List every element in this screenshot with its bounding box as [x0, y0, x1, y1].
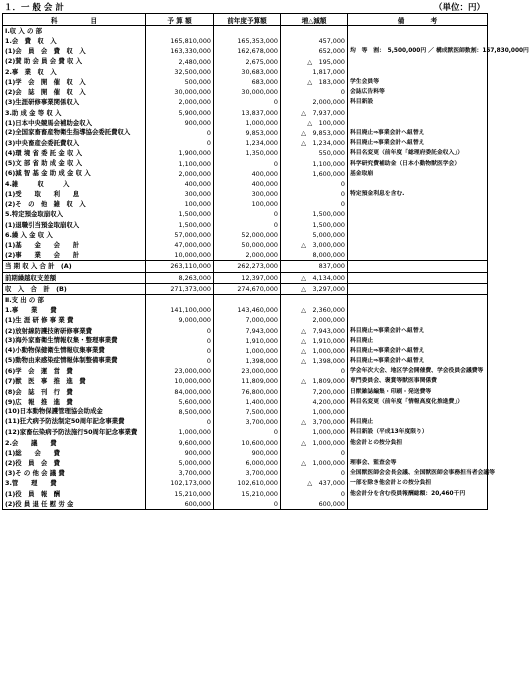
note-cell: 均 等 割： 5,500,000円 ／ 構成獣医師数割：157,830,000円 [348, 46, 488, 56]
budget-cell: 1,500,000 [146, 209, 214, 219]
table-row [3, 189, 488, 199]
diff-cell: △ 195,000 [281, 57, 348, 67]
table-row [3, 128, 488, 138]
previous-cell: 0 [214, 427, 281, 437]
previous-cell: 274,670,000 [214, 283, 281, 294]
budget-cell: 0 [146, 336, 214, 346]
diff-cell: 652,000 [281, 46, 348, 56]
note-cell: 基金取崩 [348, 169, 488, 179]
previous-cell: 400,000 [214, 179, 281, 189]
table-row [3, 387, 488, 397]
note-cell [348, 499, 488, 510]
table-row [3, 448, 488, 458]
budget-cell: 9,000,000 [146, 315, 214, 325]
note-cell [348, 179, 488, 189]
note-cell [348, 108, 488, 118]
budget-cell [146, 294, 214, 305]
previous-cell: 12,397,000 [214, 272, 281, 283]
item-cell: (2)会 誌 開 催 収 入 [3, 87, 146, 97]
unit-label: （単位：円） [433, 3, 485, 13]
diff-cell: △ 1,809,000 [281, 376, 348, 386]
table-row [3, 67, 488, 77]
budget-cell: 57,000,000 [146, 230, 214, 240]
budget-cell: 141,100,000 [146, 305, 214, 315]
diff-cell: 1,000,000 [281, 407, 348, 417]
table-row [3, 366, 488, 376]
table-row [3, 250, 488, 261]
budget-cell: 0 [146, 356, 214, 366]
previous-cell: 13,837,000 [214, 108, 281, 118]
previous-cell: 2,000,000 [214, 250, 281, 261]
table-row [3, 283, 488, 294]
budget-cell: 5,900,000 [146, 108, 214, 118]
diff-cell [281, 294, 348, 305]
previous-cell: 9,853,000 [214, 128, 281, 138]
diff-cell: △ 183,000 [281, 77, 348, 87]
budget-cell: 15,210,000 [146, 488, 214, 498]
previous-cell: 143,460,000 [214, 305, 281, 315]
table-row [3, 499, 488, 510]
diff-cell: 1,100,000 [281, 158, 348, 168]
previous-cell: 0 [214, 209, 281, 219]
diff-cell: 5,000,000 [281, 230, 348, 240]
note-cell: 科目廃止⇒事業会計へ組替え [348, 325, 488, 335]
item-cell: 6.繰 入 金 収 入 [3, 230, 146, 240]
previous-cell: 52,000,000 [214, 230, 281, 240]
table-header-row [3, 14, 488, 26]
note-cell [348, 230, 488, 240]
item-cell: (9)広 報 推 進 費 [3, 397, 146, 407]
previous-cell: 900,000 [214, 448, 281, 458]
column-header-previous: 前年度予算額 [214, 14, 281, 26]
diff-cell: 0 [281, 87, 348, 97]
item-cell: (3)海外家畜衛生情報収集・整理事業費 [3, 336, 146, 346]
budget-cell: 0 [146, 128, 214, 138]
budget-cell: 10,000,000 [146, 376, 214, 386]
budget-cell: 900,000 [146, 118, 214, 128]
budget-cell: 0 [146, 417, 214, 427]
item-cell: 前期繰越収支差額 [3, 272, 146, 283]
item-cell: (2)放射線防護技術研修事業費 [3, 325, 146, 335]
note-cell [348, 315, 488, 325]
note-cell [348, 240, 488, 250]
budget-cell [146, 26, 214, 37]
previous-cell: 1,910,000 [214, 336, 281, 346]
budget-cell: 5,000,000 [146, 458, 214, 468]
item-cell: (2)賛 助 会 員 会 費 収 入 [3, 57, 146, 67]
table-row [3, 427, 488, 437]
item-cell: (1)退職引当預金取崩収入 [3, 220, 146, 230]
budget-cell: 23,000,000 [146, 366, 214, 376]
note-cell [348, 261, 488, 272]
table-row [3, 240, 488, 250]
budget-cell: 8,263,000 [146, 272, 214, 283]
note-cell: 他会計との按分負担 [348, 438, 488, 448]
note-cell [348, 67, 488, 77]
table-row [3, 220, 488, 230]
diff-cell: 550,000 [281, 148, 348, 158]
note-cell: 科目名変更（前年度「情報高度化推進費」） [348, 397, 488, 407]
diff-cell: 0 [281, 448, 348, 458]
table-row [3, 148, 488, 158]
previous-cell: 3,700,000 [214, 468, 281, 478]
item-cell: (11)狂犬病予防法制定50周年記念事業費 [3, 417, 146, 427]
table-row [3, 417, 488, 427]
note-cell: 全国獣医師会会長会議、全国獣医師会事務担当者会議等 [348, 468, 488, 478]
table-row [3, 488, 488, 498]
previous-cell: 50,000,000 [214, 240, 281, 250]
item-cell: 5.特定預金取崩収入 [3, 209, 146, 219]
column-header-note: 備 考 [348, 14, 488, 26]
table-row [3, 179, 488, 189]
diff-cell: △ 1,000,000 [281, 438, 348, 448]
budget-cell: 1,900,000 [146, 148, 214, 158]
table-row [3, 336, 488, 346]
budget-cell: 84,000,000 [146, 387, 214, 397]
item-cell: (5)文 部 省 助 成 金 収 入 [3, 158, 146, 168]
diff-cell: 0 [281, 199, 348, 209]
budget-cell: 9,600,000 [146, 438, 214, 448]
table-row [3, 36, 488, 46]
previous-cell [214, 294, 281, 305]
budget-cell: 3,700,000 [146, 468, 214, 478]
diff-cell: △ 4,134,000 [281, 272, 348, 283]
page-title: １．一 般 会 計 [4, 3, 64, 13]
budget-cell: 300,000 [146, 189, 214, 199]
previous-cell: 11,809,000 [214, 376, 281, 386]
note-cell: 一部を除き他会計との按分負担 [348, 478, 488, 488]
item-cell: (1)学 会 開 催 収 入 [3, 77, 146, 87]
item-cell: 当 期 収 入 合 計 (A) [3, 261, 146, 272]
column-header-item: 科 目 [3, 14, 146, 26]
table-row [3, 138, 488, 148]
diff-cell: 457,000 [281, 36, 348, 46]
table-row [3, 97, 488, 107]
note-cell: 理事会、監査会等 [348, 458, 488, 468]
item-cell: (4)環 境 省 委 託 金 収 入 [3, 148, 146, 158]
table-row [3, 468, 488, 478]
note-cell: 科目新設（平成13年度限り） [348, 427, 488, 437]
table-row [3, 87, 488, 97]
diff-cell: △ 9,853,000 [281, 128, 348, 138]
note-cell: 日獣雑誌編集・印刷・発送費等 [348, 387, 488, 397]
item-cell: (1)会 員 会 費 収 入 [3, 46, 146, 56]
diff-cell: 600,000 [281, 499, 348, 510]
diff-cell: △ 7,943,000 [281, 325, 348, 335]
item-cell: 1.会 費 収 入 [3, 36, 146, 46]
table-row [3, 57, 488, 67]
previous-cell: 1,398,000 [214, 356, 281, 366]
budget-cell: 47,000,000 [146, 240, 214, 250]
item-cell: (1)基 金 会 計 [3, 240, 146, 250]
table-body [3, 26, 529, 510]
table-row [3, 199, 488, 209]
diff-cell: 7,200,000 [281, 387, 348, 397]
note-cell: 科目新設 [348, 97, 488, 107]
budget-cell: 2,000,000 [146, 169, 214, 179]
item-cell: (2)役 員 退 任 慰 労 金 [3, 499, 146, 510]
previous-cell: 0 [214, 220, 281, 230]
item-cell: (1)日本中央競馬会補助金収入 [3, 118, 146, 128]
table-row [3, 230, 488, 240]
table-row [3, 294, 488, 305]
table-row [3, 169, 488, 179]
previous-cell: 76,800,000 [214, 387, 281, 397]
table-row [3, 261, 488, 272]
diff-cell: 2,000,000 [281, 97, 348, 107]
note-cell: 科目廃止 [348, 336, 488, 346]
diff-cell: 0 [281, 179, 348, 189]
previous-cell: 23,000,000 [214, 366, 281, 376]
previous-cell: 15,210,000 [214, 488, 281, 498]
note-cell [348, 118, 488, 128]
diff-cell: △ 1,398,000 [281, 356, 348, 366]
table-row [3, 458, 488, 468]
diff-cell: △ 437,000 [281, 478, 348, 488]
item-cell: (3)そ の 他 会 議 費 [3, 468, 146, 478]
table-row [3, 26, 488, 37]
diff-cell: 4,200,000 [281, 397, 348, 407]
table-row [3, 209, 488, 219]
item-cell: Ⅱ.支 出 の 部 [3, 294, 146, 305]
diff-cell: 0 [281, 189, 348, 199]
note-cell [348, 407, 488, 417]
budget-cell: 1,500,000 [146, 220, 214, 230]
budget-cell: 163,330,000 [146, 46, 214, 56]
budget-cell: 1,000,000 [146, 427, 214, 437]
table-row [3, 356, 488, 366]
diff-cell: △ 7,937,000 [281, 108, 348, 118]
item-cell: 2.会 議 費 [3, 438, 146, 448]
item-cell: (2)事 業 会 計 [3, 250, 146, 261]
note-cell: 専門委員会、褒賞等獣医事関係費 [348, 376, 488, 386]
budget-cell: 1,100,000 [146, 158, 214, 168]
item-cell: (6)減 智 基 金 助 成 金 収 入 [3, 169, 146, 179]
item-cell: (1)役 員 報 酬 [3, 488, 146, 498]
budget-cell: 5,600,000 [146, 397, 214, 407]
note-cell: 会誌広告料等 [348, 87, 488, 97]
budget-cell: 0 [146, 138, 214, 148]
note-cell [348, 220, 488, 230]
note-cell: 学会年次大会、地区学会開催費、学会役員会議費等 [348, 366, 488, 376]
table-row [3, 305, 488, 315]
table-row [3, 315, 488, 325]
note-cell [348, 36, 488, 46]
budget-cell: 102,173,000 [146, 478, 214, 488]
previous-cell: 3,700,000 [214, 417, 281, 427]
diff-cell: 1,000,000 [281, 427, 348, 437]
note-cell: 科目廃止⇒事業会計へ組替え [348, 138, 488, 148]
diff-cell: 1,817,000 [281, 67, 348, 77]
budget-cell: 400,000 [146, 179, 214, 189]
table-row [3, 46, 488, 56]
previous-cell: 1,350,000 [214, 148, 281, 158]
table-row [3, 346, 488, 356]
item-cell: 収 入 合 計 (B) [3, 283, 146, 294]
note-cell: 科学研究費補助金（日本小動物獣医学会） [348, 158, 488, 168]
diff-cell: 1,500,000 [281, 220, 348, 230]
page-header [0, 0, 489, 13]
note-cell [348, 448, 488, 458]
item-cell: (1)総 会 費 [3, 448, 146, 458]
diff-cell: 0 [281, 366, 348, 376]
budget-cell: 0 [146, 325, 214, 335]
diff-cell: 8,000,000 [281, 250, 348, 261]
item-cell: (12)家畜伝染病予防法施行50周年記念事業費 [3, 427, 146, 437]
item-cell: (2)そ の 他 雑 収 入 [3, 199, 146, 209]
item-cell: 1.事 業 費 [3, 305, 146, 315]
table-row [3, 77, 488, 87]
note-cell: 特定預金利息を含む. [348, 189, 488, 199]
column-header-budget: 予 算 額 [146, 14, 214, 26]
diff-cell: △ 100,000 [281, 118, 348, 128]
item-cell: 2.事 業 収 入 [3, 67, 146, 77]
note-cell: 科目廃止⇒事業会計へ組替え [348, 346, 488, 356]
item-cell: 3.助 成 金 等 収 入 [3, 108, 146, 118]
previous-cell: 7,000,000 [214, 315, 281, 325]
diff-cell: 2,000,000 [281, 315, 348, 325]
item-cell: (5)動物由来感染症情報体制整備事業費 [3, 356, 146, 366]
table-row [3, 397, 488, 407]
diff-cell: △ 1,234,000 [281, 138, 348, 148]
previous-cell: 30,683,000 [214, 67, 281, 77]
previous-cell: 400,000 [214, 169, 281, 179]
table-row [3, 272, 488, 283]
note-cell [348, 250, 488, 261]
diff-cell: △ 1,910,000 [281, 336, 348, 346]
budget-cell: 165,810,000 [146, 36, 214, 46]
previous-cell: 1,400,000 [214, 397, 281, 407]
note-cell [348, 26, 488, 37]
diff-cell: △ 3,000,000 [281, 240, 348, 250]
note-cell [348, 272, 488, 283]
diff-cell: △ 2,360,000 [281, 305, 348, 315]
item-cell: (3)中央畜産会委託費収入 [3, 138, 146, 148]
table-row [3, 118, 488, 128]
item-cell: 4.雑 収 入 [3, 179, 146, 189]
previous-cell: 300,000 [214, 189, 281, 199]
budget-cell: 600,000 [146, 499, 214, 510]
table-row [3, 158, 488, 168]
budget-cell: 30,000,000 [146, 87, 214, 97]
item-cell: (8)会 誌 刊 行 費 [3, 387, 146, 397]
budget-table [2, 13, 529, 510]
note-cell: 他会計分を含む役員報酬総額：20,460千円 [348, 488, 488, 498]
previous-cell: 10,600,000 [214, 438, 281, 448]
note-cell: 科目廃止⇒事業会計へ組替え [348, 356, 488, 366]
item-cell: (10)日本動物保護管理協会助成金 [3, 407, 146, 417]
note-cell [348, 57, 488, 67]
item-cell: 3.管 理 費 [3, 478, 146, 488]
previous-cell: 30,000,000 [214, 87, 281, 97]
budget-cell: 10,000,000 [146, 250, 214, 261]
previous-cell: 0 [214, 158, 281, 168]
previous-cell: 0 [214, 97, 281, 107]
budget-cell: 2,000,000 [146, 97, 214, 107]
table-row [3, 376, 488, 386]
note-cell: 学生会員等 [348, 77, 488, 87]
table-row [3, 108, 488, 118]
item-cell: (1)受 取 利 息 [3, 189, 146, 199]
previous-cell: 6,000,000 [214, 458, 281, 468]
table-row [3, 478, 488, 488]
note-cell [348, 283, 488, 294]
table-row [3, 325, 488, 335]
diff-cell: △ 1,000,000 [281, 346, 348, 356]
item-cell: (7)獣 医 事 推 進 費 [3, 376, 146, 386]
budget-cell: 500,000 [146, 77, 214, 87]
item-cell: Ⅰ.収 入 の 部 [3, 26, 146, 37]
note-cell: 科目廃止⇒事業会計へ組替え [348, 128, 488, 138]
diff-cell: 0 [281, 488, 348, 498]
diff-cell: △ 3,700,000 [281, 417, 348, 427]
diff-cell [281, 26, 348, 37]
note-cell [348, 209, 488, 219]
column-header-diff: 増△減額 [281, 14, 348, 26]
previous-cell: 262,273,000 [214, 261, 281, 272]
item-cell: (2)全国家畜畜産物衛生指導協会委託費収入 [3, 128, 146, 138]
diff-cell: 1,600,000 [281, 169, 348, 179]
previous-cell: 165,353,000 [214, 36, 281, 46]
budget-cell: 0 [146, 346, 214, 356]
item-cell: (1)生 涯 研 修 事 業 費 [3, 315, 146, 325]
item-cell: (3)生涯研修事業関係収入 [3, 97, 146, 107]
previous-cell: 162,678,000 [214, 46, 281, 56]
budget-cell: 900,000 [146, 448, 214, 458]
previous-cell: 7,500,000 [214, 407, 281, 417]
diff-cell: 0 [281, 468, 348, 478]
previous-cell: 1,234,000 [214, 138, 281, 148]
item-cell: (6)学 会 運 営 費 [3, 366, 146, 376]
previous-cell: 0 [214, 499, 281, 510]
budget-cell: 271,373,000 [146, 283, 214, 294]
previous-cell: 100,000 [214, 199, 281, 209]
budget-cell: 8,500,000 [146, 407, 214, 417]
item-cell: (4)小動物保健衛生情報収集事業費 [3, 346, 146, 356]
diff-cell: △ 1,000,000 [281, 458, 348, 468]
budget-cell: 100,000 [146, 199, 214, 209]
note-cell [348, 199, 488, 209]
note-cell: 科目廃止 [348, 417, 488, 427]
note-cell [348, 294, 488, 305]
previous-cell: 1,000,000 [214, 346, 281, 356]
table-row [3, 438, 488, 448]
previous-cell [214, 26, 281, 37]
previous-cell: 7,943,000 [214, 325, 281, 335]
budget-cell: 32,500,000 [146, 67, 214, 77]
note-cell [348, 305, 488, 315]
previous-cell: 102,610,000 [214, 478, 281, 488]
budget-cell: 2,480,000 [146, 57, 214, 67]
previous-cell: 2,675,000 [214, 57, 281, 67]
item-cell: (2)役 員 会 費 [3, 458, 146, 468]
diff-cell: 837,000 [281, 261, 348, 272]
previous-cell: 1,000,000 [214, 118, 281, 128]
note-cell: 科目名変更（前年度「総理府委託金収入」） [348, 148, 488, 158]
diff-cell: △ 3,297,000 [281, 283, 348, 294]
budget-cell: 263,110,000 [146, 261, 214, 272]
table-row [3, 407, 488, 417]
diff-cell: 1,500,000 [281, 209, 348, 219]
previous-cell: 683,000 [214, 77, 281, 87]
